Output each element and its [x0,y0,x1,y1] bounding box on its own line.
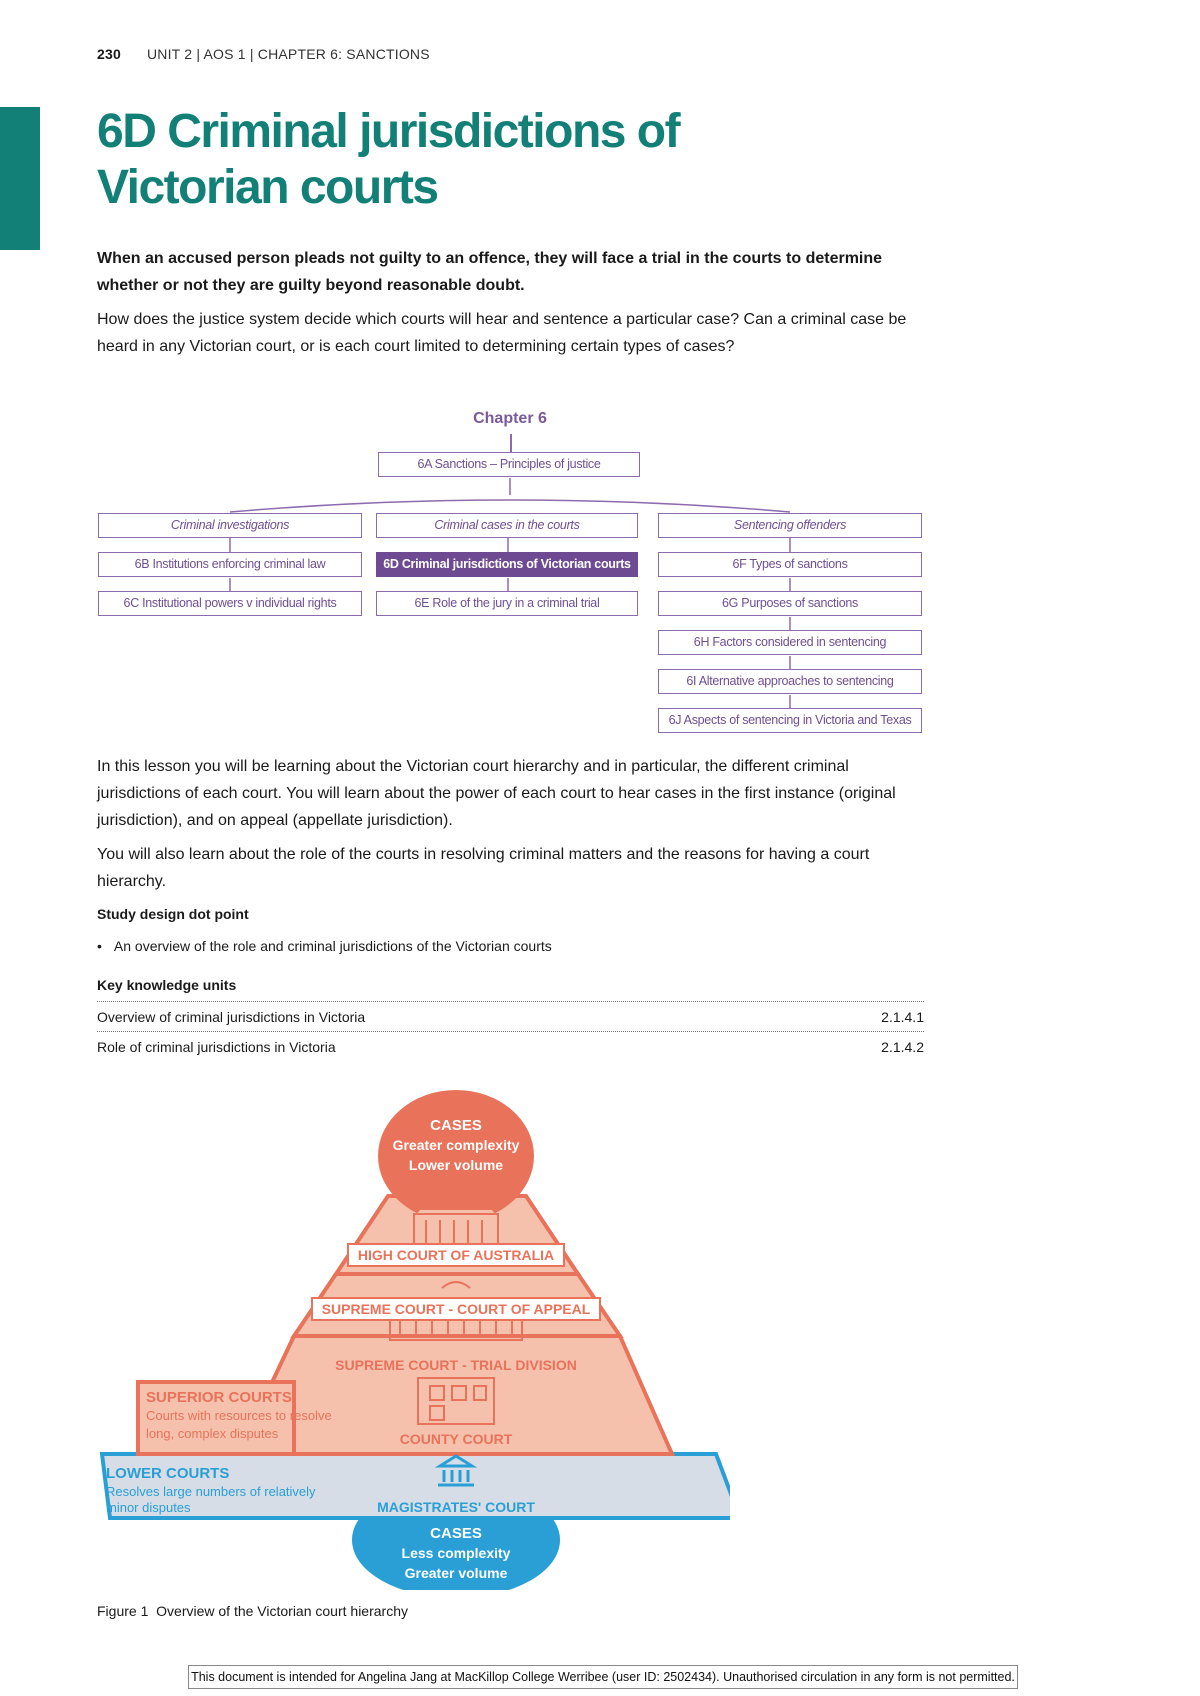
lesson-6e[interactable]: 6E Role of the jury in a criminal trial [376,591,638,616]
kk-code: 2.1.4.1 [881,1009,924,1025]
study-design-bullet [97,938,552,954]
top-cases-title: CASES [430,1117,482,1134]
top-cases-line-1: Greater complexity [392,1137,520,1153]
column-heading-criminal-investigations: Criminal investigations [98,513,362,538]
table-row [97,1001,924,1031]
footer-notice: This document is intended for Angelina Jang at MacKillop College Werribee (user ID: 2502434). Unauthorised circulation in any form is not permitted. [188,1665,1018,1689]
high-court-label: HIGH COURT OF AUSTRALIA [357,1247,555,1263]
supreme-appeal-label: SUPREME COURT - COURT OF APPEAL [321,1301,591,1317]
column-heading-criminal-cases: Criminal cases in the courts [376,513,638,538]
lower-courts-title: LOWER COURTS [106,1465,230,1482]
chapter-map-connectors [0,0,1200,760]
bottom-cases-title: CASES [430,1525,482,1542]
intro-paragraph: How does the justice system decide which courts will hear and sentence a particular case? Can a criminal case be heard in any Victorian court, or is each court limited to determining certain types of cases? [97,311,907,355]
top-cases-line-2: Lower volume [408,1157,504,1173]
lower-courts-line-2: minor disputes [106,1500,191,1515]
bottom-cases-line-2: Greater volume [404,1565,508,1581]
kk-label: Overview of criminal jurisdictions in Victoria [97,1009,366,1025]
chapter-map-title: Chapter 6 [473,410,547,427]
top-cases-circle [378,1090,534,1222]
lower-courts-line-1: Resolves large numbers of relatively [106,1484,316,1499]
figure-label: Figure 1 [97,1603,149,1619]
study-design-heading: Study design dot point [97,906,249,922]
lesson-6b[interactable]: 6B Institutions enforcing criminal law [98,552,362,577]
lesson-6i[interactable]: 6I Alternative approaches to sentencing [658,669,922,694]
supreme-trial-label: SUPREME COURT - TRIAL DIVISION [335,1357,577,1373]
kk-code: 2.1.4.2 [881,1039,924,1055]
kk-label: Role of criminal jurisdictions in Victoria [97,1039,336,1055]
chapter-map-top-box[interactable]: 6A Sanctions – Principles of justice [378,452,640,477]
lesson-6d-current[interactable]: 6D Criminal jurisdictions of Victorian courts [376,552,638,577]
title-line-1: 6D Criminal jurisdictions of [97,105,680,158]
column-heading-sentencing: Sentencing offenders [658,513,922,538]
court-hierarchy-figure [90,1080,730,1590]
county-court-label: COUNTY COURT [399,1431,513,1447]
lesson-overview-paragraph: In this lesson you will be learning about the Victorian court hierarchy and in particular, the different criminal jurisdictions of each court. You will learn about the power of each court to hear cases in the first instance (original jurisdiction), and on appeal (appellate jurisdiction). [97,758,896,829]
key-knowledge-heading: Key knowledge units [97,977,237,993]
lesson-6f[interactable]: 6F Types of sanctions [658,552,922,577]
bullet-icon: • [97,938,102,954]
superior-courts-title: SUPERIOR COURTS [146,1389,292,1406]
lesson-6j[interactable]: 6J Aspects of sentencing in Victoria and Texas [658,708,922,733]
lesson-6h[interactable]: 6H Factors considered in sentencing [658,630,922,655]
study-design-bullet-text: An overview of the role and criminal jurisdictions of the Victorian courts [113,938,552,954]
role-paragraph: You will also learn about the role of the courts in resolving criminal matters and the reasons for having a court hierarchy. [97,846,870,890]
page-number: 230 [97,46,121,62]
bottom-cases-line-1: Less complexity [401,1545,511,1561]
figure-caption-text: Overview of the Victorian court hierarchy [156,1603,408,1619]
figure-caption [97,1603,408,1619]
title-line-2: Victorian courts [97,161,438,214]
superior-courts-line-1: Courts with resources to resolve [146,1408,332,1423]
superior-courts-line-2: long, complex disputes [146,1426,279,1441]
lead-paragraph: When an accused person pleads not guilty to an offence, they will face a trial in the courts to determine whether or not they are guilty beyond reasonable doubt. [97,250,883,294]
lesson-6c[interactable]: 6C Institutional powers v individual rights [98,591,362,616]
magistrates-court-label: MAGISTRATES' COURT [377,1499,535,1515]
running-head-text: UNIT 2 | AOS 1 | CHAPTER 6: SANCTIONS [146,46,430,62]
lesson-6g[interactable]: 6G Purposes of sanctions [658,591,922,616]
table-row [97,1031,924,1061]
key-knowledge-table [97,1001,924,1061]
